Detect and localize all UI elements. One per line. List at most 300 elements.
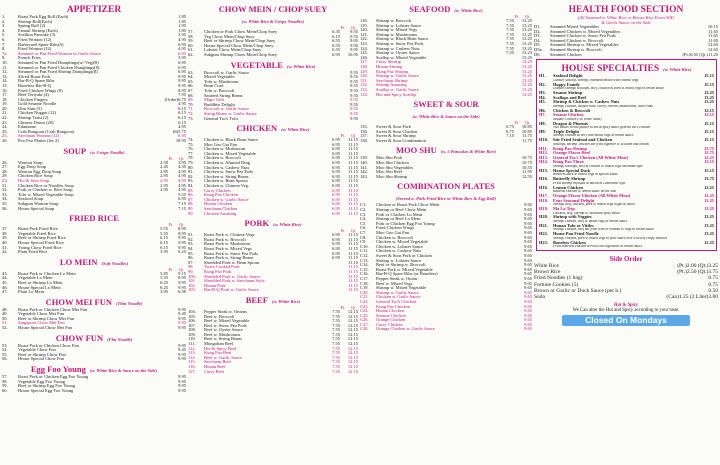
item-price: 4.95 bbox=[178, 179, 186, 183]
item-price: 4.95 bbox=[178, 37, 186, 42]
menu-item bbox=[188, 53, 358, 58]
item-name: Beef w. Snow Pea Pods bbox=[204, 323, 247, 328]
item-name: Sweet & Sour Shrimp bbox=[376, 134, 416, 139]
item-number: 55. bbox=[2, 352, 8, 357]
item-number: 3. bbox=[2, 24, 6, 29]
item-price: 6.95 bbox=[332, 179, 340, 184]
item-name: Kung Pao Three bbox=[553, 160, 584, 165]
section-title: SOUP (w. Crispy Noodle) bbox=[63, 145, 125, 156]
item-name: Szechuan Wonton (12) bbox=[18, 134, 60, 139]
section-title: CHOW MEIN / CHOP SUEY (w. White Rice & Crispy Noodles) bbox=[218, 4, 328, 24]
item-number: 93. bbox=[188, 242, 194, 247]
item-price: 9.65 bbox=[524, 240, 532, 245]
item-price: 10.55 bbox=[521, 165, 532, 170]
item-price: 2.95 bbox=[160, 174, 168, 179]
item-price: 7.15 bbox=[506, 134, 514, 139]
item-price: 9.95 bbox=[178, 357, 186, 362]
item-price: 11.15 bbox=[348, 156, 358, 161]
item-price: 11.15 bbox=[348, 193, 358, 198]
item-number: H9. bbox=[539, 129, 546, 134]
item-name: Hot & Spicy Beef bbox=[204, 346, 237, 351]
item-number: 125. bbox=[360, 51, 368, 56]
item-number: 83. bbox=[188, 179, 194, 184]
item-name: Subgum Shrimp Chow Mein/Chop Suey bbox=[204, 52, 278, 57]
item-number: C15. bbox=[360, 267, 369, 272]
item-number: 94. bbox=[188, 246, 194, 251]
fried-rice-section bbox=[2, 212, 186, 255]
item-number: 143. bbox=[360, 174, 368, 179]
item-price: 9.95 bbox=[178, 245, 186, 250]
item-name: Tofu w. Broccoli bbox=[204, 88, 235, 93]
item-price: 1.85 bbox=[178, 19, 186, 24]
item-number: 62. bbox=[188, 52, 194, 57]
item-name: Shredded Pork w. Szechuan Style bbox=[204, 279, 265, 284]
item-name: Chicken w. Black Bean Sauce bbox=[204, 138, 259, 143]
item-name: Vegetable Egg Foo Young bbox=[18, 379, 65, 384]
item-number: 87. bbox=[188, 197, 194, 202]
item-number: 102. bbox=[188, 283, 196, 288]
item-number: 92. bbox=[188, 237, 194, 242]
item-number: 24. bbox=[2, 125, 8, 130]
item-price: 1.85 bbox=[178, 15, 186, 19]
item-price: 5.55 bbox=[160, 276, 168, 281]
hot-spicy-label: Hot & Spicy bbox=[613, 303, 639, 309]
item-price: (Order)6.75 bbox=[164, 97, 186, 102]
item-number: H23. bbox=[539, 240, 548, 245]
section-subtitle: (All Steamed w. White Rice or Brown Rice Extra 50¢) bbox=[577, 15, 675, 20]
item-name: Orange Flavor Beef bbox=[553, 151, 590, 156]
item-name: Gold Sesame Noodle bbox=[18, 102, 57, 107]
item-name: Sauteed String Beans bbox=[204, 93, 243, 98]
item-price: 6.95 bbox=[332, 184, 340, 189]
item-price: 12.75 bbox=[704, 146, 714, 151]
item-price: 9.95 bbox=[350, 39, 358, 44]
item-price: 9.65 bbox=[524, 231, 532, 235]
item-number: 119. bbox=[360, 23, 368, 28]
item-number: 81. bbox=[188, 170, 194, 175]
item-number: 115. bbox=[188, 360, 196, 365]
item-price: 6.25 bbox=[178, 250, 186, 255]
item-description: Shrimp, chicken, cashew nuts, celery, carrots, mushrooms, water nuts bbox=[553, 104, 653, 108]
item-number: 95. bbox=[188, 251, 194, 256]
item-price: 12.15 bbox=[347, 319, 358, 324]
item-number: C26. bbox=[360, 318, 369, 323]
item-name: Steamed Shrimp w. Mixed Vegetables bbox=[550, 43, 619, 48]
item-name: Hot and Spicy Scallop bbox=[376, 92, 417, 97]
item-name: Butterfly Shrimp bbox=[553, 177, 586, 182]
item-price: 2.85 bbox=[160, 169, 168, 174]
item-price: 11.15 bbox=[348, 246, 358, 251]
item-price: 3.95 bbox=[178, 56, 186, 61]
item-name: Steamed or Pan Fried Chicken Dumplings(8) bbox=[18, 65, 100, 70]
item-number: 49. bbox=[2, 312, 8, 317]
item-name: Chicken & Broccoli bbox=[553, 108, 590, 113]
item-number: H3. bbox=[539, 90, 546, 95]
item-name: Vegetable Fried Rice bbox=[18, 231, 56, 236]
item-price bbox=[150, 207, 168, 212]
item-price: 6.95 bbox=[332, 207, 340, 211]
item-number: H12. bbox=[539, 151, 548, 156]
item-name: Tofu w. Mushroom bbox=[204, 79, 239, 84]
item-number: 68. bbox=[188, 93, 194, 98]
item-number: 63. bbox=[188, 70, 194, 75]
item-price: 12.15 bbox=[704, 108, 714, 113]
item-price: 11.15 bbox=[348, 184, 358, 189]
section-title: PORK (w. White Rice) bbox=[244, 218, 302, 229]
item-price: 7.55 bbox=[506, 46, 514, 51]
item-number: 53. bbox=[2, 343, 8, 348]
menu-item bbox=[534, 53, 718, 58]
item-price: 11.75 bbox=[522, 138, 532, 143]
item-name: Shrimp w. Cashew Nuts bbox=[376, 46, 420, 51]
item-price: 12.15 bbox=[347, 360, 358, 365]
section-title: CHICKEN (w. White Rice) bbox=[236, 123, 310, 134]
item-name: Fried Chicken Wings (8) bbox=[18, 88, 63, 93]
item-description: Lobster, shrimp, scallops, beef, chicken & pork w. mixed vegs in brown sauce bbox=[553, 87, 665, 91]
item-price: 9.55 bbox=[350, 98, 358, 103]
item-price: 11.15 bbox=[348, 142, 358, 147]
item-price: 11.15 bbox=[348, 147, 358, 152]
item-name: Szechuan Chicken bbox=[204, 207, 238, 211]
item-price: 4.95 bbox=[178, 183, 186, 188]
item-name: Chicken w. String Beans bbox=[204, 174, 249, 179]
item-name: Chicken w. Almond Ding bbox=[204, 161, 250, 166]
item-price: 4.95 bbox=[178, 169, 186, 174]
item-number: H18. bbox=[539, 198, 548, 203]
item-number: C19. bbox=[360, 286, 369, 291]
item-price: 6.15 bbox=[178, 106, 186, 111]
item-description: Shrimp, beef, chicken, pork w. mixed vegs in garlic sauce bbox=[553, 203, 636, 207]
item-number: C17. bbox=[360, 276, 369, 281]
item-name: Plain Fried Rice bbox=[18, 250, 48, 255]
item-description: Shrimp, chicken, pork w. mixed vegs in your sauce over a bed of crispy noodles bbox=[553, 236, 668, 240]
item-name: Roast Pork w. Mixed Vegs bbox=[204, 246, 252, 251]
item-name: Broccoli w. Garlic Sauce bbox=[204, 70, 249, 75]
item-number: 59. bbox=[2, 384, 8, 389]
item-price: 12.15 bbox=[347, 332, 358, 337]
item-number: 13. bbox=[2, 74, 8, 79]
item-price: 7.55 bbox=[332, 337, 340, 342]
item-price: 7.15 bbox=[178, 201, 186, 206]
item-price: 7.55 bbox=[332, 323, 340, 328]
item-number: 91. bbox=[188, 233, 194, 238]
item-number: H7. bbox=[539, 113, 546, 118]
column-header: Pt. bbox=[168, 266, 173, 272]
item-price: 6.95 bbox=[332, 233, 340, 238]
item-description: Scallops, shrimp, chicken stir fried together w. scallion and onions bbox=[553, 142, 649, 146]
item-price: 4.95 bbox=[178, 174, 186, 179]
column-header: Pt. bbox=[168, 155, 173, 161]
item-number: 141. bbox=[360, 165, 368, 170]
seafood-section bbox=[360, 3, 532, 97]
item-number: D3. bbox=[534, 34, 541, 39]
item-name: Singapore Chow Mei Fun bbox=[18, 321, 65, 326]
item-number: 16. bbox=[2, 88, 8, 93]
item-name: Plain Lo Mein bbox=[18, 290, 44, 295]
item-price: (Can)1.25 (2 Liter)3.00 bbox=[666, 293, 718, 300]
combination-section bbox=[360, 180, 532, 332]
item-number: 31. bbox=[2, 183, 8, 188]
item-number: C6. bbox=[360, 226, 367, 231]
item-name: Kung Pao Beef bbox=[204, 351, 232, 356]
house-special-item bbox=[539, 199, 714, 207]
item-name: Edamame bbox=[18, 125, 36, 130]
item-number: D2. bbox=[534, 29, 541, 34]
item-name: Pork or Chicken Lo Mein bbox=[376, 212, 423, 217]
item-price: 9.55 bbox=[350, 102, 358, 107]
item-number: 121. bbox=[360, 32, 368, 37]
item-price: 7.55 bbox=[332, 342, 340, 347]
item-price: 5.85 bbox=[160, 271, 168, 276]
house-special-item bbox=[539, 83, 714, 91]
section-title: CHOW MEI FUN (Thin Noodle) bbox=[45, 296, 143, 307]
item-number: 58. bbox=[2, 379, 8, 384]
item-price: 10.85 bbox=[521, 129, 532, 134]
item-number: 110. bbox=[188, 337, 196, 342]
item-number: C10. bbox=[360, 244, 369, 249]
item-number: H10. bbox=[539, 138, 548, 143]
item-price: 12.15 bbox=[347, 346, 358, 351]
item-price: 12.15 bbox=[347, 369, 358, 374]
item-name: House Special Chow Mei Fun bbox=[18, 326, 73, 331]
column-header: Qt. bbox=[525, 120, 530, 126]
item-number: Z1. bbox=[2, 134, 9, 139]
item-name: Chicken w. Garlic Sauce bbox=[376, 295, 421, 300]
item-name: Chicken Nugget (12) bbox=[18, 111, 56, 116]
item-price: 12.55 bbox=[521, 174, 532, 179]
item-price: 7.55 bbox=[332, 369, 340, 374]
item-number: 7. bbox=[2, 42, 6, 47]
item-price: 11.15 bbox=[348, 211, 358, 216]
item-number: 138. bbox=[360, 138, 368, 143]
item-price: 13.25 bbox=[521, 32, 532, 37]
item-number: C9. bbox=[360, 240, 367, 245]
item-price: 11.65 bbox=[708, 34, 718, 39]
item-name: Steamed Chicken w. Snow Pea Pods bbox=[550, 34, 616, 39]
item-number: 103. bbox=[188, 288, 196, 293]
item-name: Shrimp or Beef Chow Mein bbox=[376, 208, 427, 213]
chow-mei-fun-section bbox=[2, 296, 186, 331]
item-number: C24. bbox=[360, 309, 369, 314]
item-name: Sliced Roast Pork bbox=[18, 74, 51, 79]
item-price: 13.25 bbox=[521, 83, 532, 88]
item-price: 9.95 bbox=[350, 48, 358, 53]
item-price: 13.25 bbox=[704, 90, 714, 95]
item-price: 13.25 bbox=[521, 69, 532, 74]
item-name: Vegetable Chow Mei Fun bbox=[18, 312, 65, 317]
item-price: 6.95 bbox=[178, 65, 186, 70]
item-number: 22. bbox=[2, 116, 8, 121]
section-title: SEAFOOD (w. White Rice) bbox=[409, 4, 483, 14]
item-price: 13.25 bbox=[521, 46, 532, 51]
item-number: 130. bbox=[360, 74, 368, 79]
item-number: 132. bbox=[360, 83, 368, 88]
item-name: Crab Rangoon (Crab Rangoon) bbox=[18, 129, 75, 134]
item-price: 6.95 bbox=[332, 256, 340, 261]
item-number: 66. bbox=[188, 84, 194, 89]
item-price: 6.95 bbox=[332, 52, 340, 57]
item-price: 12.15 bbox=[347, 355, 358, 360]
item-price: 6.95 bbox=[332, 251, 340, 256]
item-number: 88. bbox=[188, 202, 194, 207]
item-number: 28. bbox=[2, 169, 8, 174]
item-price: 9.55 bbox=[350, 34, 358, 39]
item-name: Ma La Trip bbox=[553, 207, 575, 211]
item-price: 7.55 bbox=[332, 319, 340, 324]
item-price: 10.85 bbox=[521, 125, 532, 130]
item-name: Seafood Soup bbox=[18, 197, 44, 202]
item-name: Shrimp with Veggies bbox=[553, 215, 592, 220]
item-price: 12.15 bbox=[704, 160, 714, 165]
item-name: Shrimp w. Mixed Vegetable bbox=[376, 286, 427, 291]
item-name: Steamed Mixed Vegetables bbox=[550, 25, 599, 29]
item-name: Szechuan Shrimp bbox=[376, 78, 408, 83]
item-number: 77. bbox=[188, 151, 194, 156]
item-price: 11.15 bbox=[348, 274, 358, 279]
item-price: 13.25 bbox=[521, 74, 532, 79]
item-name: Shrimp w. Black Bean Sauce bbox=[376, 37, 429, 42]
item-number: D4. bbox=[534, 38, 541, 43]
item-name: Orange Flavor Chicken (All White Meat) bbox=[553, 194, 631, 199]
item-number: 14. bbox=[2, 79, 8, 84]
house-special-item bbox=[539, 122, 714, 130]
item-name: Beef or Shrimp Chow Fun bbox=[18, 352, 66, 357]
item-number: H8. bbox=[539, 121, 546, 126]
item-name: Scallop w. Mixed Vegetable bbox=[376, 55, 427, 60]
item-price: 11.15 bbox=[348, 197, 358, 202]
item-price: 1.85 bbox=[178, 28, 186, 33]
item-price: 9.95 bbox=[178, 343, 186, 348]
item-price: 6.75 bbox=[506, 125, 514, 130]
item-price: 12.15 bbox=[347, 365, 358, 370]
item-price: 9.65 bbox=[524, 313, 532, 318]
item-price: 9.95 bbox=[178, 236, 186, 241]
item-name: Moo Shu Pork bbox=[376, 156, 403, 161]
item-price: 9.65 bbox=[524, 253, 532, 258]
item-name: Steamed or Pan Fried Dumplings(w/ Veg)(8) bbox=[18, 60, 99, 65]
item-price: 11.15 bbox=[348, 251, 358, 256]
item-name: Moo Goo Gai Pan bbox=[376, 231, 409, 235]
item-price: 6.95 bbox=[178, 134, 186, 139]
item-number: C2. bbox=[360, 208, 367, 213]
item-price: 9.65 bbox=[524, 208, 532, 213]
item-number: 18. bbox=[2, 97, 8, 102]
item-name: Roast Pork or Chicken Lo Mein bbox=[18, 271, 76, 276]
item-number: 43. bbox=[2, 271, 8, 276]
item-price: 0.75 bbox=[708, 281, 718, 288]
item-price: 18.95 bbox=[175, 139, 186, 144]
item-name: Hunan Pork bbox=[204, 283, 226, 288]
section-title: HEALTH FOOD SECTION bbox=[568, 5, 684, 15]
item-name: Tofu w. Mixed Vegetable Soup bbox=[18, 192, 74, 197]
item-price: 9.65 bbox=[524, 304, 532, 309]
item-number: C21. bbox=[360, 295, 369, 300]
item-description: Fried boneless chicken served with vegetables in brown sauce bbox=[553, 245, 643, 249]
item-number: 2. bbox=[2, 19, 6, 24]
item-name: Young Chow Fried Rice bbox=[18, 245, 62, 250]
item-price: 11.15 bbox=[348, 138, 358, 143]
item-price: 6.95 bbox=[332, 197, 340, 202]
item-name: Roast Pork w. Mushroom bbox=[204, 242, 250, 247]
item-number: 45. bbox=[2, 280, 8, 285]
item-number: C23. bbox=[360, 304, 369, 309]
item-price: 9.95 bbox=[178, 384, 186, 389]
item-price: 6.95 bbox=[332, 165, 340, 170]
item-price: 9.55 bbox=[350, 75, 358, 80]
item-description: Shrimp, chicken, beef stir fried with or without w. vegs in brown sauce bbox=[553, 228, 655, 232]
item-number: H1. bbox=[539, 74, 546, 79]
item-price: 7.15 bbox=[178, 206, 186, 211]
item-name: Shrimp Amazing bbox=[376, 83, 407, 88]
item-price: 9.65 bbox=[524, 221, 532, 226]
item-name: Roast Pork Egg Roll (Each) bbox=[18, 15, 69, 19]
item-name: Bar-B-Q Spare Ribs bbox=[18, 79, 55, 84]
item-name: Steamed or Pan Fried Wonton in Garlic Sauce bbox=[18, 51, 101, 56]
item-price: 11.15 bbox=[348, 151, 358, 156]
item-name: Sesame Chicken bbox=[376, 313, 406, 318]
item-price: 7.55 bbox=[332, 314, 340, 319]
item-number: C14. bbox=[360, 263, 369, 268]
item-name: Roast Pork Fried Rice bbox=[18, 227, 58, 232]
item-price: 8.95 bbox=[178, 88, 186, 93]
item-name: Kung Pao Shrimp bbox=[553, 146, 587, 151]
item-price: 6.95 bbox=[332, 170, 340, 175]
item-price: 6.95 bbox=[332, 142, 340, 147]
closed-on-mondays-banner: Closed On Mondays bbox=[562, 315, 690, 326]
item-price: 6.95 bbox=[178, 51, 186, 56]
item-price: 8.95 bbox=[178, 231, 186, 236]
item-price: 3.95 bbox=[178, 33, 186, 38]
item-price: (Pt.)2.00 (Qt.)3.25 bbox=[677, 262, 718, 269]
item-price: 9.65 bbox=[524, 226, 532, 231]
item-number: 106. bbox=[188, 319, 196, 324]
item-name: String Beans w. Garlic Sauce bbox=[204, 111, 257, 116]
item-price: 9.65 bbox=[524, 258, 532, 263]
chow-mein-section bbox=[188, 3, 358, 58]
item-price: 6.95 bbox=[332, 174, 340, 179]
item-name: House Special Lo Mein bbox=[18, 285, 61, 290]
item-name: Beef w. Oyster Sauce bbox=[204, 328, 243, 333]
item-number: 89. bbox=[188, 207, 194, 211]
item-number: 76. bbox=[188, 147, 194, 152]
menu-item bbox=[188, 288, 358, 293]
item-price: 5.55 bbox=[178, 192, 186, 197]
item-name: Lemon Chicken bbox=[553, 185, 583, 190]
item-price: 6.15 bbox=[160, 240, 168, 245]
item-name: Roast Pork or Chicken Chow Fun bbox=[18, 343, 79, 348]
item-price: (Pt.)6.55 (Qt.)11.25 bbox=[682, 52, 718, 57]
item-number: C13. bbox=[360, 258, 369, 263]
item-price: 7.55 bbox=[332, 309, 340, 314]
item-name: Kung Pao Chicken bbox=[204, 193, 238, 198]
item-name: Curry Chicken bbox=[376, 322, 403, 327]
item-price: 12.15 bbox=[704, 113, 714, 118]
item-number: 6. bbox=[2, 37, 6, 42]
item-name: Dragon & Phoenix bbox=[553, 121, 589, 126]
item-name: Hunan Chicken bbox=[376, 309, 405, 314]
item-number: 72. bbox=[188, 111, 194, 116]
house-special-item bbox=[539, 186, 714, 194]
item-price: 11.15 bbox=[348, 288, 358, 293]
item-name: Steamed Chicken bbox=[550, 52, 582, 57]
item-number: C28. bbox=[360, 327, 369, 332]
item-name: Szechuan Beef bbox=[204, 360, 231, 365]
item-price: 5.55 bbox=[160, 227, 168, 232]
item-number: 142. bbox=[360, 170, 368, 175]
item-name: Hunan Tofu or Vittles bbox=[553, 223, 594, 228]
item-name: General Tso's Chicken (All White Meat) bbox=[553, 155, 629, 160]
item-price: 6.95 bbox=[332, 193, 340, 198]
